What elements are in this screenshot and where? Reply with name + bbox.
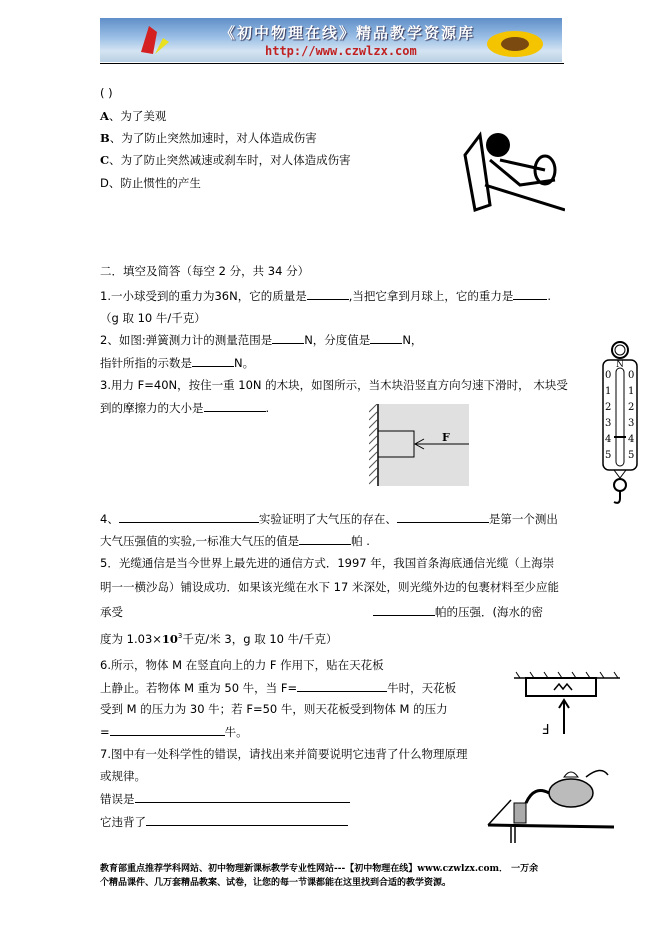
spring-scale-figure: [600, 340, 640, 510]
tick-label: 5: [628, 450, 635, 461]
question-3-cont: 到的摩擦力的大小是 .: [100, 401, 270, 415]
sunflower-icon: [485, 22, 545, 62]
question-5-line4: 度为 $1.03\times 10^3$千克/米 3，g 取 10 牛/千克）: [100, 631, 338, 646]
answer-blank[interactable]: [272, 332, 304, 344]
option-letter: A: [100, 109, 109, 123]
answer-bracket: ( ): [100, 86, 113, 100]
answer-blank[interactable]: [373, 604, 435, 616]
tick-label: 1: [628, 386, 635, 397]
option-d[interactable]: [100, 176, 201, 190]
tick-label: 0: [605, 370, 612, 381]
question-2: 2、如图:弹簧测力计的测量范围是 N，分度值是 N，: [100, 333, 423, 347]
tick-label: 3: [628, 418, 635, 429]
question-5-line2: 明一一横沙岛）铺设成功．如果该光缆在水下 17 米深处，则光缆外边的包裹材料至少应能: [100, 580, 559, 594]
answer-blank[interactable]: [146, 814, 348, 826]
question-1: 1.一小球受到的重力为36N，它的质量是 ,当把它拿到月球上，它的重力是 .: [100, 289, 552, 303]
question-7-principle: 它违背了: [100, 814, 348, 829]
tick-label: 4: [605, 434, 612, 445]
header-rule: [100, 63, 564, 64]
tick-label: 3: [605, 418, 612, 429]
section-2-title: 二．填空及简答（每空 2 分，共 34 分）: [100, 264, 310, 278]
scale-unit: N: [616, 360, 624, 370]
option-text: 、为了防止突然加速时，对人体造成伤害: [109, 131, 317, 145]
force-label: F: [442, 431, 450, 444]
question-1-note: （g 取 10 牛/千克）: [100, 311, 206, 325]
header-title: 《初中物理在线》精品教学资源库: [220, 24, 476, 42]
answer-blank[interactable]: [299, 533, 351, 545]
option-b[interactable]: [100, 131, 317, 145]
question-2-cont: 指针所指的示数是 N。: [100, 356, 255, 370]
answer-blank[interactable]: [135, 791, 350, 803]
scale-ticks: [605, 368, 611, 464]
tick-label: 0: [628, 370, 635, 381]
tick-label: 2: [605, 402, 612, 413]
answer-blank[interactable]: [204, 400, 266, 412]
tick-label: 2: [628, 402, 635, 413]
question-6-line2: 上静止。若物体 M 重为 50 牛，当 F= 牛时，天花板: [100, 681, 457, 695]
answer-blank[interactable]: [119, 511, 259, 523]
question-4-cont: 大气压强值的实验,一标准大气压的值是 帕 .: [100, 534, 370, 548]
option-letter: C: [100, 153, 110, 167]
driver-seatbelt-illustration: [460, 125, 565, 215]
answer-blank[interactable]: [297, 680, 387, 692]
question-6-line4: = 牛。: [100, 725, 248, 739]
question-7: 7.图中有一处科学性的错误，请找出来并简要说明它违背了什么物理原理: [100, 747, 468, 761]
answer-blank[interactable]: [110, 724, 225, 736]
question-3: 3.用力 F=40N，按住一重 10N 的木块，如图所示，当木块沿竖直方向匀速下滑时， 木块受: [100, 378, 568, 392]
scale-ticks-right: [628, 368, 634, 464]
option-text: 、为了防止突然减速或刹车时，对人体造成伤害: [109, 153, 351, 167]
logo-icon: [135, 24, 175, 58]
option-letter: B: [100, 131, 110, 145]
option-a[interactable]: [100, 109, 166, 123]
block-wall-figure: [369, 404, 469, 486]
ceiling-figure: [512, 670, 622, 740]
answer-blank[interactable]: [513, 288, 547, 300]
teapot-pouring-illustration: [486, 755, 616, 845]
question-7-line2: 或规律。: [100, 769, 146, 783]
option-letter: D: [100, 176, 109, 190]
question-6-line3: 受到 M 的压力为 30 牛；若 F=50 牛，则天花板受到物体 M 的压力: [100, 702, 448, 716]
footer-line-1: 教育部重点推荐学科网站、初中物理新课标教学专业性网站---【初中物理在线】www.czwlzx.com． 一万余: [100, 864, 539, 874]
answer-blank[interactable]: [370, 332, 402, 344]
question-7-error: 错误是: [100, 791, 350, 806]
option-text: 、防止惯性的产生: [108, 176, 201, 190]
tick-label: 1: [605, 386, 612, 397]
header-banner: [100, 18, 562, 62]
question-5-line3: 承受 帕的压强．(海水的密: [100, 605, 543, 619]
answer-blank[interactable]: [307, 288, 349, 300]
answer-blank[interactable]: [397, 511, 489, 523]
header-url[interactable]: http://www.czwlzx.com: [265, 44, 417, 58]
question-4: 4、 实验证明了大气压的存在、 是第一个测出: [100, 512, 558, 526]
tick-label: 5: [605, 450, 612, 461]
force-label: F: [542, 720, 550, 735]
footer-line-2: 个精品课件、几万套精品教案、试卷，让您的每一节课都能在这里找到合适的教学资源。: [100, 878, 452, 888]
answer-blank[interactable]: [192, 355, 234, 367]
tick-label: 4: [628, 434, 635, 445]
question-6: 6.所示，物体 M 在竖直向上的力 F 作用下，贴在天花板: [100, 658, 384, 672]
question-5: 5．光缆通信是当今世界上最先进的通信方式．1997 年，我国首条海底通信光缆（上海崇: [100, 556, 555, 570]
option-c[interactable]: [100, 153, 351, 167]
option-text: 、为了美观: [108, 109, 167, 123]
